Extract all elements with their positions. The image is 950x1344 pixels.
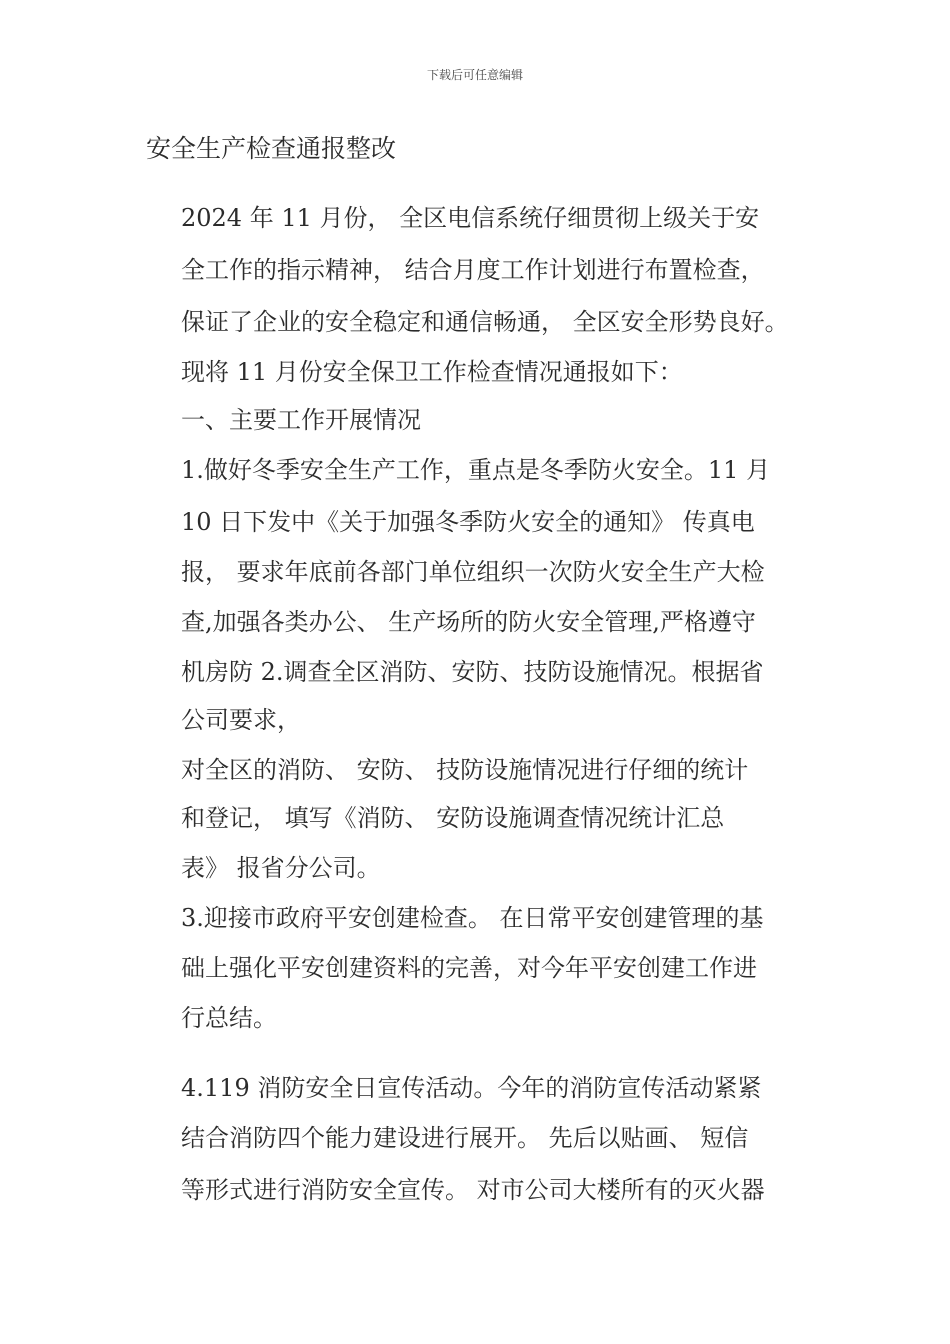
body-line: 全工作的指示精神， 结合月度工作计划进行布置检查， bbox=[181, 256, 765, 284]
body-line: 机房防 2.调查全区消防、安防、技防设施情况。根据省 bbox=[181, 658, 764, 686]
body-line: 结合消防四个能力建设进行展开。 先后以贴画、 短信 bbox=[181, 1124, 749, 1152]
document-title: 安全生产检查通报整改 bbox=[146, 134, 397, 163]
body-line: 对全区的消防、 安防、 技防设施情况进行仔细的统计 bbox=[181, 756, 749, 784]
body-line: 等形式进行消防安全宣传。 对市公司大楼所有的灭火器 bbox=[181, 1176, 765, 1204]
body-line: 现将 11 月份安全保卫工作检查情况通报如下： bbox=[181, 358, 683, 386]
body-line: 1.做好冬季安全生产工作，重点是冬季防火安全。11 月 bbox=[181, 456, 771, 484]
body-line: 4.119 消防安全日宣传活动。今年的消防宣传活动紧紧 bbox=[181, 1074, 762, 1102]
body-line: 2024 年 11 月份， 全区电信系统仔细贯彻上级关于安 bbox=[181, 204, 760, 232]
body-line: 公司要求， bbox=[181, 706, 301, 734]
body-line: 表》 报省分公司。 bbox=[181, 854, 381, 882]
body-line: 报， 要求年底前各部门单位组织一次防火安全生产大检 bbox=[181, 558, 765, 586]
body-line: 3.迎接市政府平安创建检查。 在日常平安创建管理的基 bbox=[181, 904, 764, 932]
body-line: 查,加强各类办公、 生产场所的防火安全管理,严格遵守 bbox=[181, 608, 756, 636]
body-line: 和登记， 填写《消防、 安防设施调查情况统计汇总 bbox=[181, 804, 725, 832]
body-line: 础上强化平安创建资料的完善，对今年平安创建工作进 bbox=[181, 954, 757, 982]
header-note: 下载后可任意编辑 bbox=[426, 68, 523, 82]
section-heading: 一、主要工作开展情况 bbox=[181, 406, 421, 434]
body-line: 行总结。 bbox=[181, 1004, 277, 1032]
body-line: 10 日下发中《关于加强冬季防火安全的通知》 传真电 bbox=[181, 508, 755, 536]
body-line: 保证了企业的安全稳定和通信畅通， 全区安全形势良好。 bbox=[181, 308, 789, 336]
